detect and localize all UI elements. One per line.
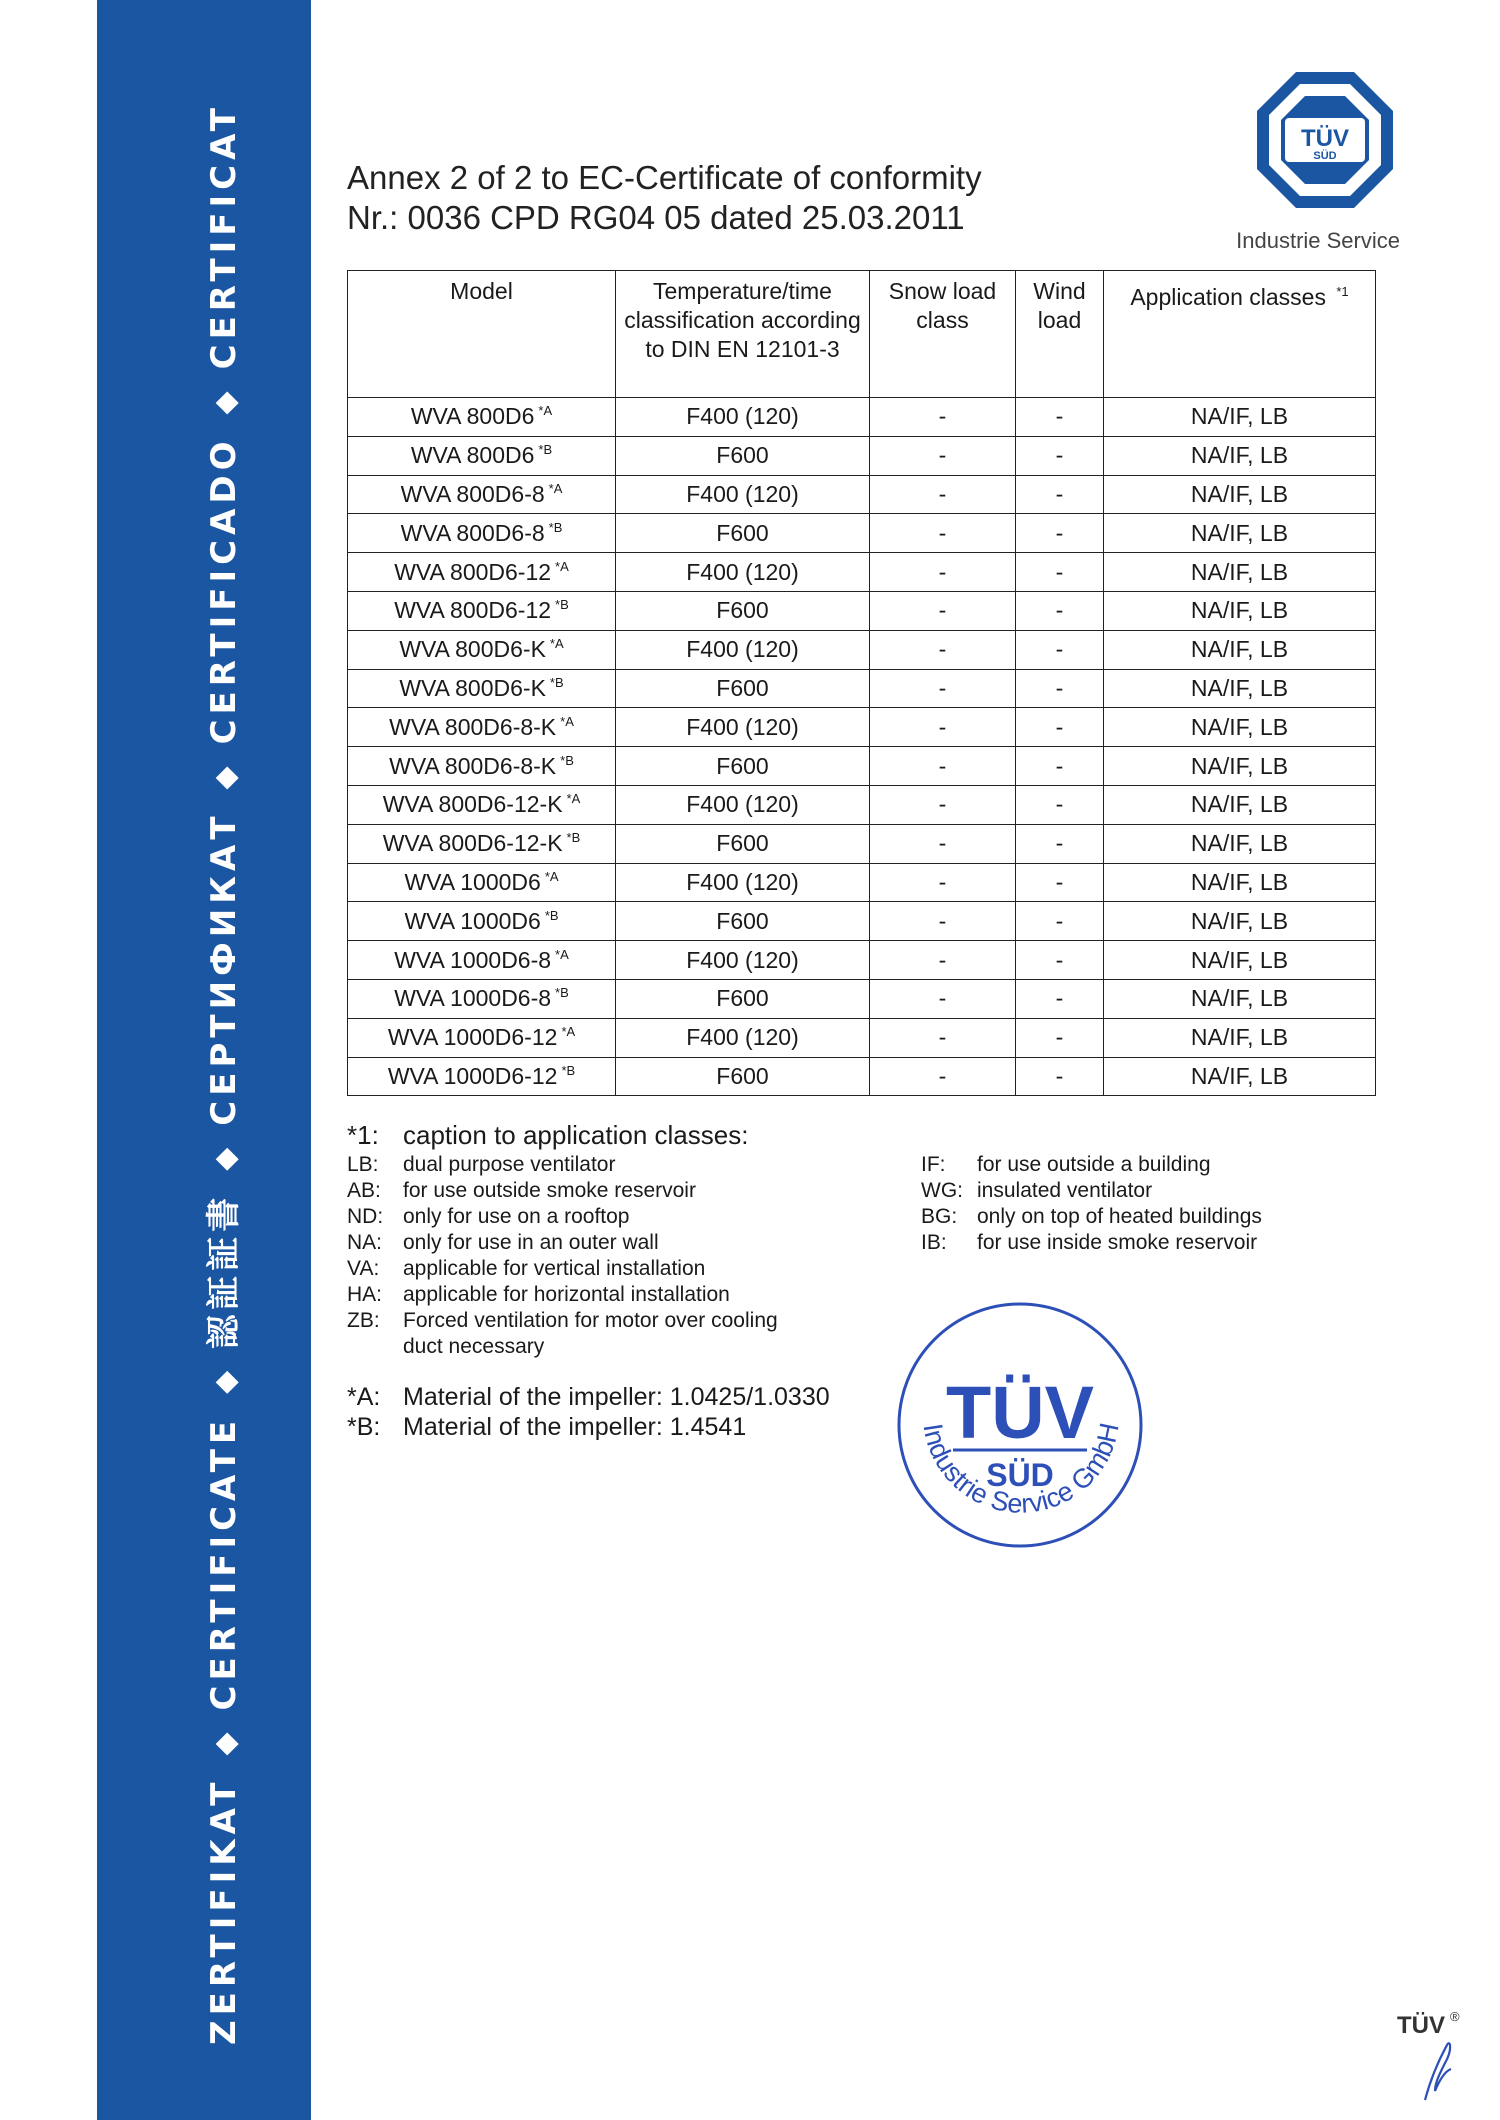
cell-wind-load: - (1016, 747, 1104, 786)
model-footnote: *A (544, 868, 559, 884)
model-footnote: *A (549, 636, 564, 652)
diamond-icon: ◆ (208, 1370, 243, 1394)
cell-wind-load: - (1016, 475, 1104, 514)
legend-key: AB: (347, 1179, 381, 1202)
table-row (348, 514, 1376, 553)
sidebar-word-japanese: 認証証書 (204, 1192, 244, 1349)
stamp-ring-text: Industrie Service GmbH (917, 1420, 1125, 1519)
legend-text: for use inside smoke reservoir (977, 1231, 1258, 1254)
cell-wind-load: - (1016, 436, 1104, 475)
legend-text: Material of the impeller: 1.0425/1.0330 (403, 1383, 830, 1411)
table-row (348, 553, 1376, 592)
legend-key: IB: (921, 1231, 947, 1254)
legend-item (347, 1256, 827, 1282)
cell-model (348, 979, 616, 1018)
model-name: WVA 1000D6-12 (387, 1024, 558, 1051)
diamond-icon: ◆ (208, 1732, 243, 1756)
legend-text: Forced ventilation for motor over cooling duct necessary (403, 1309, 778, 1358)
cell-application: NA/IF, LB (1104, 785, 1376, 824)
model-name: WVA 800D6 (410, 442, 535, 469)
legend-text: Material of the impeller: 1.4541 (403, 1413, 747, 1441)
model-name: WVA 800D6-12-K (382, 791, 563, 818)
cell-temperature: F400 (120) (616, 708, 870, 747)
cell-model (348, 1057, 616, 1096)
cell-application: NA/IF, LB (1104, 591, 1376, 630)
legend-text: for use outside smoke reservoir (403, 1179, 696, 1202)
cell-temperature: F600 (616, 902, 870, 941)
cell-wind-load: - (1016, 591, 1104, 630)
stamp-brand-text: TÜV (946, 1371, 1094, 1454)
cell-wind-load: - (1016, 669, 1104, 708)
table-row (348, 941, 1376, 980)
legend-text: applicable for horizontal installation (403, 1283, 730, 1306)
legend-item (921, 1178, 1341, 1204)
cell-temperature: F400 (120) (616, 475, 870, 514)
cell-application: NA/IF, LB (1104, 863, 1376, 902)
cell-temperature: F600 (616, 514, 870, 553)
cell-wind-load: - (1016, 1018, 1104, 1057)
table-row (348, 1057, 1376, 1096)
legend-item (921, 1230, 1341, 1256)
model-footnote: *B (548, 519, 563, 535)
cell-snow-load: - (870, 630, 1016, 669)
cell-application: NA/IF, LB (1104, 902, 1376, 941)
cell-application: NA/IF, LB (1104, 1018, 1376, 1057)
title-line-number: Nr.: 0036 CPD RG04 05 dated 25.03.2011 (347, 199, 965, 236)
cell-application: NA/IF, LB (1104, 398, 1376, 437)
cell-snow-load: - (870, 785, 1016, 824)
legend-text: applicable for vertical installation (403, 1257, 706, 1280)
logo-caption: Industrie Service (1236, 228, 1400, 253)
legend-key: NA: (347, 1231, 383, 1254)
legend-key: HA: (347, 1283, 383, 1306)
model-name: WVA 800D6-12 (394, 597, 552, 624)
cell-model (348, 824, 616, 863)
cell-model (348, 747, 616, 786)
legend-caption: caption to application classes: (403, 1120, 749, 1150)
cell-wind-load: - (1016, 1057, 1104, 1096)
header-application-label: Application classes (1130, 284, 1326, 310)
table-row (348, 902, 1376, 941)
header-application-classes (1104, 271, 1376, 398)
legend-item (921, 1204, 1341, 1230)
diamond-icon: ◆ (208, 391, 243, 415)
title-line-annex: Annex 2 of 2 to EC-Certificate of conformity (347, 159, 982, 196)
tuv-sud-logo (1255, 70, 1395, 210)
legend-key: WG: (921, 1179, 963, 1202)
cell-snow-load: - (870, 708, 1016, 747)
legend-key: *A: (347, 1383, 381, 1411)
header-snow-load-class: Snow load class (870, 271, 1016, 398)
model-name: WVA 1000D6-12 (387, 1062, 558, 1089)
table-row (348, 475, 1376, 514)
legend-item (347, 1178, 827, 1204)
legend-text: for use outside a building (977, 1153, 1211, 1176)
cell-snow-load: - (870, 902, 1016, 941)
legend-item (347, 1152, 827, 1178)
legend-materials (347, 1382, 947, 1442)
cell-model (348, 863, 616, 902)
model-footnote: *B (538, 442, 553, 458)
cell-application: NA/IF, LB (1104, 1057, 1376, 1096)
document-title (347, 158, 982, 238)
legend-key: BG: (921, 1205, 958, 1228)
cell-snow-load: - (870, 514, 1016, 553)
model-footnote: *A (560, 713, 574, 729)
model-footnote: *A (538, 403, 553, 419)
model-name: WVA 800D6-8-K (389, 752, 557, 779)
model-footnote: *A (561, 1024, 576, 1040)
table-row (348, 785, 1376, 824)
legend-key: IF: (921, 1153, 946, 1176)
material-note (347, 1412, 947, 1442)
cell-application: NA/IF, LB (1104, 553, 1376, 592)
model-footnote: *A (566, 791, 581, 807)
cell-wind-load: - (1016, 708, 1104, 747)
header-temperature-classification: Temperature/time classification according to DIN EN 12101-3 (616, 271, 870, 398)
cell-snow-load: - (870, 863, 1016, 902)
model-name: WVA 800D6-K (399, 636, 546, 663)
legend-text: dual purpose ventilator (403, 1153, 616, 1176)
cell-application: NA/IF, LB (1104, 630, 1376, 669)
cell-application: NA/IF, LB (1104, 941, 1376, 980)
cell-wind-load: - (1016, 514, 1104, 553)
signature-scribble (1425, 2043, 1451, 2100)
tuv-stamp (895, 1300, 1145, 1550)
diamond-icon: ◆ (208, 1147, 243, 1171)
table-row (348, 436, 1376, 475)
legend-text: insulated ventilator (977, 1179, 1153, 1202)
cell-model (348, 398, 616, 437)
cell-model (348, 591, 616, 630)
model-name: WVA 1000D6-8 (394, 985, 552, 1012)
cell-wind-load: - (1016, 902, 1104, 941)
logo-sub-text: SÜD (1313, 150, 1337, 162)
sidebar-word-zertifikat: ZERTIFIKAT (204, 1777, 244, 2045)
cell-temperature: F400 (120) (616, 398, 870, 437)
model-footnote: *A (555, 558, 569, 574)
sidebar-word-certificate: CERTIFICATE (204, 1415, 244, 1711)
cell-snow-load: - (870, 1057, 1016, 1096)
cell-temperature: F600 (616, 669, 870, 708)
table-row (348, 747, 1376, 786)
cell-wind-load: - (1016, 863, 1104, 902)
table-row (348, 630, 1376, 669)
cell-temperature: F600 (616, 1057, 870, 1096)
model-name: WVA 800D6-8 (400, 519, 545, 546)
cell-model (348, 902, 616, 941)
cell-snow-load: - (870, 475, 1016, 514)
diamond-icon: ◆ (208, 766, 243, 790)
cell-snow-load: - (870, 398, 1016, 437)
legend-caption-key: *1: (347, 1120, 379, 1150)
model-footnote: *B (561, 1062, 576, 1078)
table-row (348, 398, 1376, 437)
legend-key: VA: (347, 1257, 380, 1280)
header-application-footnote: *1 (1336, 284, 1349, 299)
cell-application: NA/IF, LB (1104, 436, 1376, 475)
tuv-corner-mark (1395, 2005, 1465, 2105)
model-footnote: *B (566, 830, 581, 846)
cell-wind-load: - (1016, 941, 1104, 980)
cell-snow-load: - (870, 553, 1016, 592)
cell-temperature: F400 (120) (616, 863, 870, 902)
cell-application: NA/IF, LB (1104, 979, 1376, 1018)
cell-model (348, 553, 616, 592)
cell-wind-load: - (1016, 398, 1104, 437)
cell-snow-load: - (870, 436, 1016, 475)
material-note (347, 1382, 947, 1412)
cell-snow-load: - (870, 669, 1016, 708)
cell-application: NA/IF, LB (1104, 669, 1376, 708)
model-name: WVA 1000D6 (404, 907, 541, 934)
header-wind-load: Wind load (1016, 271, 1104, 398)
cell-temperature: F600 (616, 591, 870, 630)
corner-brand-text: TÜV (1397, 2012, 1445, 2039)
cell-application: NA/IF, LB (1104, 708, 1376, 747)
legend-key: LB: (347, 1153, 379, 1176)
cell-temperature: F600 (616, 824, 870, 863)
cell-snow-load: - (870, 979, 1016, 1018)
model-name: WVA 800D6 (410, 403, 535, 430)
model-footnote: *B (544, 907, 559, 923)
stamp-sub-text: SÜD (986, 1457, 1054, 1493)
cell-model (348, 785, 616, 824)
model-name: WVA 800D6-12-K (382, 830, 563, 857)
sidebar-word-certificat: CERTIFICAT (204, 103, 244, 370)
cell-model (348, 630, 616, 669)
corner-registered-mark: ® (1450, 2009, 1460, 2024)
sidebar-word-russian: СЕРТИФИКАТ (204, 811, 244, 1126)
cell-temperature: F400 (120) (616, 1018, 870, 1057)
legend-item (347, 1282, 827, 1308)
table-row (348, 863, 1376, 902)
certification-table (347, 270, 1376, 1096)
table-row (348, 591, 1376, 630)
cell-snow-load: - (870, 747, 1016, 786)
cell-model (348, 669, 616, 708)
table-row (348, 1018, 1376, 1057)
table-row (348, 979, 1376, 1018)
cell-snow-load: - (870, 941, 1016, 980)
cell-application: NA/IF, LB (1104, 514, 1376, 553)
cell-temperature: F400 (120) (616, 630, 870, 669)
legend-item (921, 1152, 1341, 1178)
cell-temperature: F600 (616, 747, 870, 786)
legend-right-column (921, 1152, 1341, 1256)
model-footnote: *B (555, 985, 569, 1001)
cell-snow-load: - (870, 591, 1016, 630)
cell-wind-load: - (1016, 553, 1104, 592)
cell-model (348, 1018, 616, 1057)
model-name: WVA 800D6-8 (400, 480, 545, 507)
cell-application: NA/IF, LB (1104, 475, 1376, 514)
cell-model (348, 708, 616, 747)
table-row (348, 669, 1376, 708)
logo-brand-text: TÜV (1301, 125, 1349, 152)
legend-text: only for use in an outer wall (403, 1231, 659, 1254)
cell-model (348, 475, 616, 514)
table-header-row (348, 271, 1376, 398)
cell-application: NA/IF, LB (1104, 824, 1376, 863)
cell-wind-load: - (1016, 824, 1104, 863)
legend-item (347, 1204, 827, 1230)
cell-snow-load: - (870, 824, 1016, 863)
cell-wind-load: - (1016, 979, 1104, 1018)
model-name: WVA 800D6-8-K (389, 713, 557, 740)
model-footnote: *B (560, 752, 574, 768)
cell-model (348, 514, 616, 553)
table-row (348, 824, 1376, 863)
legend-item (347, 1308, 827, 1360)
model-name: WVA 1000D6 (404, 868, 541, 895)
cell-temperature: F600 (616, 979, 870, 1018)
header-model: Model (348, 271, 616, 398)
table-row (348, 708, 1376, 747)
sidebar-word-certificado: CERTIFICADO (204, 436, 244, 745)
legend-item (347, 1230, 827, 1256)
cell-temperature: F400 (120) (616, 553, 870, 592)
model-name: WVA 1000D6-8 (394, 946, 552, 973)
legend-text: only for use on a rooftop (403, 1205, 630, 1228)
model-footnote: *A (555, 946, 569, 962)
legend-key: *B: (347, 1413, 381, 1441)
model-name: WVA 800D6-K (399, 674, 546, 701)
model-footnote: *B (549, 674, 564, 690)
sidebar-certificate-words (204, 103, 246, 2045)
cell-model (348, 941, 616, 980)
model-footnote: *B (555, 597, 569, 613)
model-footnote: *A (548, 480, 563, 496)
legend-key: ZB: (347, 1309, 380, 1332)
legend-caption-row (347, 1120, 1397, 1150)
cell-temperature: F400 (120) (616, 941, 870, 980)
cell-temperature: F600 (616, 436, 870, 475)
model-name: WVA 800D6-12 (394, 558, 552, 585)
cell-model (348, 436, 616, 475)
legend-left-column (347, 1152, 827, 1360)
cell-temperature: F400 (120) (616, 785, 870, 824)
cell-wind-load: - (1016, 785, 1104, 824)
legend-key: ND: (347, 1205, 384, 1228)
cell-application: NA/IF, LB (1104, 747, 1376, 786)
cell-wind-load: - (1016, 630, 1104, 669)
cell-snow-load: - (870, 1018, 1016, 1057)
legend-text: only on top of heated buildings (977, 1205, 1262, 1228)
